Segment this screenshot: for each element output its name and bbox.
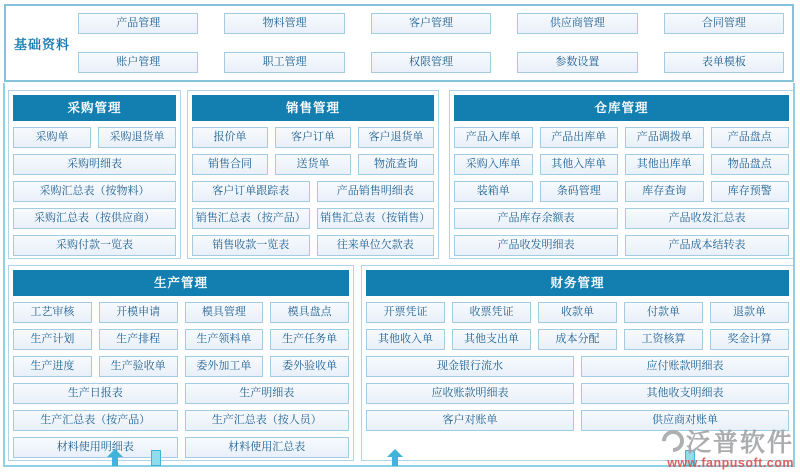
receipt-order-button[interactable]: 收款单 [538,302,617,323]
other-inbound-button[interactable]: 其他入库单 [540,154,619,175]
product-inventory-balance-button[interactable]: 产品库存余额表 [454,208,618,229]
basic-data-grid [78,6,792,80]
product-cost-carryover-button[interactable]: 产品成本结转表 [625,235,789,256]
logistics-query-button[interactable]: 物流查询 [358,154,434,175]
purchase-row-2 [13,154,176,175]
mold-application-button[interactable]: 开模申请 [99,302,178,323]
warehouse-section-header: 仓库管理 [454,95,789,121]
material-usage-detail-button[interactable]: 材料使用明细表 [13,437,178,458]
sales-row-2 [192,154,434,175]
material-mgmt-button[interactable]: 物料管理 [224,13,344,34]
bonus-calc-button[interactable]: 奖金计算 [710,329,789,350]
material-usage-summary-button[interactable]: 材料使用汇总表 [185,437,350,458]
other-expense-button[interactable]: 其他支出单 [452,329,531,350]
purchase-return-button[interactable]: 采购退货单 [98,127,176,148]
counterparty-debt-report-button[interactable]: 往来单位欠款表 [317,235,435,256]
cash-bank-flow-button[interactable]: 现金银行流水 [366,356,574,377]
product-mgmt-button[interactable]: 产品管理 [78,13,198,34]
production-row-1 [13,302,349,323]
production-row-6 [13,437,349,458]
sales-row-3 [192,181,434,202]
sales-row-4 [192,208,434,229]
warehouse-row-3 [454,181,789,202]
production-acceptance-button[interactable]: 生产验收单 [99,356,178,377]
production-detail-report-button[interactable]: 生产明细表 [185,383,350,404]
finance-row-4 [366,383,789,404]
finance-row-3 [366,356,789,377]
product-stocktake-button[interactable]: 产品盘点 [711,127,790,148]
form-template-button[interactable]: 表单模板 [664,52,784,73]
up-arrow-icon [387,449,403,466]
customer-statement-button[interactable]: 客户对账单 [366,410,574,431]
sales-section-header: 销售管理 [192,95,434,121]
payment-order-button[interactable]: 付款单 [624,302,703,323]
quotation-button[interactable]: 报价单 [192,127,268,148]
sales-summary-by-sales-button[interactable]: 销售汇总表（按销售） [317,208,435,229]
sales-row-1 [192,127,434,148]
up-arrow-icon [107,449,123,466]
sales-receipt-list-button[interactable]: 销售收款一览表 [192,235,310,256]
warehouse-row-1 [454,127,789,148]
production-plan-button[interactable]: 生产计划 [13,329,92,350]
connector-line-right [793,83,795,467]
customer-order-tracking-button[interactable]: 客户订单跟踪表 [192,181,310,202]
refund-order-button[interactable]: 退款单 [710,302,789,323]
purchase-section [8,90,181,259]
watermark-brand: 泛普软件 [685,429,794,457]
production-picking-button[interactable]: 生产领料单 [185,329,264,350]
production-section [8,265,354,461]
basic-data-label: 基础资料 [13,36,70,52]
mold-mgmt-button[interactable]: 模具管理 [185,302,264,323]
purchase-summary-by-supplier-button[interactable]: 采购汇总表（按供应商） [13,208,176,229]
warehouse-row-2 [454,154,789,175]
finance-row-1 [366,302,789,323]
production-section-header: 生产管理 [13,270,349,296]
warehouse-row-5 [454,235,789,256]
purchase-row-3 [13,181,176,202]
barcode-mgmt-button[interactable]: 条码管理 [540,181,619,202]
sales-row-5 [192,235,434,256]
purchase-row-5 [13,235,176,256]
product-inbound-button[interactable]: 产品入库单 [454,127,533,148]
purchase-row-4 [13,208,176,229]
contract-mgmt-button[interactable]: 合同管理 [664,13,784,34]
account-mgmt-button[interactable]: 账户管理 [78,52,198,73]
connector-bar [151,450,161,466]
other-outbound-button[interactable]: 其他出库单 [625,154,704,175]
permission-mgmt-button[interactable]: 权限管理 [371,52,491,73]
process-review-button[interactable]: 工艺审核 [13,302,92,323]
outsourcing-acceptance-button[interactable]: 委外验收单 [270,356,349,377]
parameter-settings-button[interactable]: 参数设置 [517,52,637,73]
supplier-mgmt-button[interactable]: 供应商管理 [517,13,637,34]
production-row-5 [13,410,349,431]
warehouse-row-4 [454,208,789,229]
supplier-statement-button[interactable]: 供应商对账单 [581,410,789,431]
delivery-note-button[interactable]: 送货单 [275,154,351,175]
finance-section-header: 财务管理 [366,270,789,296]
sales-contract-button[interactable]: 销售合同 [192,154,268,175]
employee-mgmt-button[interactable]: 职工管理 [224,52,344,73]
connector-line-left [3,83,5,467]
warehouse-section [449,90,794,259]
purchase-section-header: 采购管理 [13,95,176,121]
purchase-order-button[interactable]: 采购单 [13,127,91,148]
inventory-query-button[interactable]: 库存查询 [625,181,704,202]
other-income-button[interactable]: 其他收入单 [366,329,445,350]
product-sales-detail-button[interactable]: 产品销售明细表 [317,181,435,202]
customer-mgmt-button[interactable]: 客户管理 [371,13,491,34]
inventory-alert-button[interactable]: 库存预警 [711,181,790,202]
receivable-detail-button[interactable]: 应收账款明细表 [366,383,574,404]
receipt-voucher-button[interactable]: 收票凭证 [452,302,531,323]
product-transfer-button[interactable]: 产品调拨单 [625,127,704,148]
basic-data-section [4,4,794,82]
purchase-payment-list-button[interactable]: 采购付款一览表 [13,235,176,256]
product-inout-detail-button[interactable]: 产品收发明细表 [454,235,618,256]
product-inout-summary-button[interactable]: 产品收发汇总表 [625,208,789,229]
production-daily-report-button[interactable]: 生产日报表 [13,383,178,404]
basic-row-1 [78,13,784,34]
mold-stocktake-button[interactable]: 模具盘点 [270,302,349,323]
production-row-3 [13,356,349,377]
production-schedule-button[interactable]: 生产排程 [99,329,178,350]
production-row-4 [13,383,349,404]
fanpu-logo-icon [657,425,688,456]
outsourcing-order-button[interactable]: 委外加工单 [185,356,264,377]
payroll-calc-button[interactable]: 工资核算 [624,329,703,350]
other-inout-detail-button[interactable]: 其他收支明细表 [581,383,789,404]
customer-order-button[interactable]: 客户订单 [275,127,351,148]
product-outbound-button[interactable]: 产品出库单 [540,127,619,148]
basic-row-2 [78,52,784,73]
production-progress-button[interactable]: 生产进度 [13,356,92,377]
purchase-summary-by-material-button[interactable]: 采购汇总表（按物料） [13,181,176,202]
watermark-url: www.fanpusoft.com [667,456,794,470]
customer-return-button[interactable]: 客户退货单 [358,127,434,148]
production-summary-by-person-button[interactable]: 生产汇总表（按人员） [185,410,350,431]
watermark [662,423,794,470]
purchase-inbound-button[interactable]: 采购入库单 [454,154,533,175]
purchase-detail-report-button[interactable]: 采购明细表 [13,154,176,175]
goods-stocktake-button[interactable]: 物品盘点 [711,154,790,175]
payable-detail-button[interactable]: 应付账款明细表 [581,356,789,377]
purchase-row-1 [13,127,176,148]
packing-list-button[interactable]: 装箱单 [454,181,533,202]
finance-row-2 [366,329,789,350]
invoice-voucher-button[interactable]: 开票凭证 [366,302,445,323]
sales-section [187,90,439,259]
production-row-2 [13,329,349,350]
cost-allocation-button[interactable]: 成本分配 [538,329,617,350]
production-task-button[interactable]: 生产任务单 [270,329,349,350]
sales-summary-by-product-button[interactable]: 销售汇总表（按产品） [192,208,310,229]
production-summary-by-product-button[interactable]: 生产汇总表（按产品） [13,410,178,431]
